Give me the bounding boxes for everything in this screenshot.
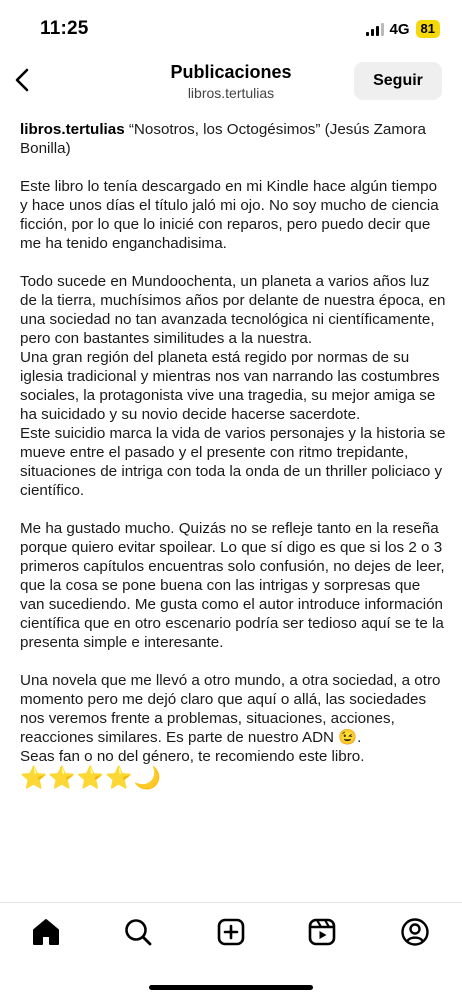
caption-paragraph: Una novela que me llevó a otro mundo, a otra sociedad, a otro momento pero me dejó claro que aquí o allá, las sociedades nos veremos frente a problemas, situaciones, acciones, reacciones similares. Es parte de nuestro ADN 😉. — [20, 672, 441, 746]
rating-stars: ⭐⭐⭐⭐🌙 — [20, 765, 162, 790]
bottom-nav — [0, 902, 462, 962]
signal-icon — [366, 23, 384, 36]
caption-paragraph: Me ha gustado mucho. Quizás no se refleje tanto en la reseña porque quiero evitar spoilear. Lo que sí digo es que si los 2 o 3 primeros capítulos encuentras solo confusión, no dejes de leer, que la cosa se pone buena con las intrigas y sorpresas que van sucediendo. Me gusta como el autor introduce información científica que en otro escenario podría ser tedioso aquí se te la presenta simple e interesante. — [20, 520, 445, 651]
create-icon[interactable] — [214, 915, 248, 949]
status-indicators — [366, 20, 440, 38]
caption-paragraph: Una gran región del planeta está regido por normas de su iglesia tradicional y mientras nos van narrando las costumbres sociales, la protagonista vive una tragedia, su mejor amiga se ha suicidado y su novio decide hacerse sacerdote. — [20, 349, 440, 423]
caption-paragraph: Todo sucede en Mundoochenta, un planeta a varios años luz de la tierra, muchísimos años por delante de nuestra época, en una sociedad no tan avanzada tecnológica ni científicamente, pero con bastantes similitudes a la nuestra. — [20, 273, 446, 347]
page-subtitle[interactable]: libros.tertulias — [187, 85, 275, 101]
search-icon[interactable] — [121, 915, 155, 949]
caption-title: “Nosotros, los Octogésimos” (Jesús Zamora Bonilla) — [20, 121, 426, 157]
caption-paragraph: Seas fan o no del género, te recomiendo este libro. — [20, 748, 365, 765]
follow-button[interactable]: Seguir — [354, 62, 442, 100]
caption-username[interactable]: libros.tertulias — [20, 121, 125, 138]
caption-intro — [20, 120, 446, 158]
battery-icon: 81 — [416, 20, 440, 38]
post-caption — [20, 120, 446, 902]
caption-paragraph: Este suicidio marca la vida de varios personajes y la historia se mueve entre el pasado y el presente con ritmo trepidante, situaciones de intriga con toda la onda de un thriller policiaco y científico. — [20, 425, 446, 499]
caption-paragraph: Este libro lo tenía descargado en mi Kindle hace algún tiempo y hace unos días el título jaló mi ojo. No soy mucho de ciencia ficción, por lo que lo inicié con reparos, pero puedo decir que me ha tenido enganchadisima. — [20, 178, 439, 252]
header — [0, 56, 462, 108]
status-bar — [0, 0, 462, 56]
status-time: 11:25 — [40, 18, 89, 39]
page-title: Publicaciones — [170, 62, 292, 82]
reels-icon[interactable] — [305, 915, 339, 949]
home-indicator[interactable] — [149, 985, 313, 990]
profile-icon[interactable] — [398, 915, 432, 949]
home-icon[interactable] — [29, 915, 63, 949]
network-label: 4G — [389, 20, 410, 38]
